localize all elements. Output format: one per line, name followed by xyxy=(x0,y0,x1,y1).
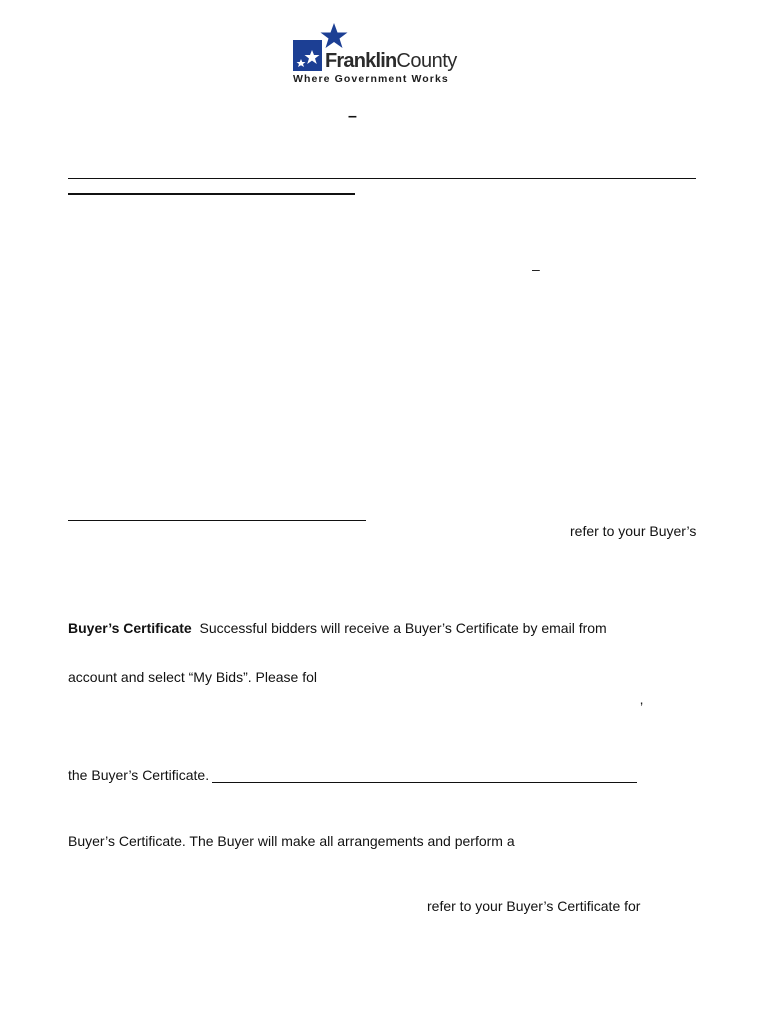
refer-buyers-text: refer to your Buyer’s xyxy=(570,523,697,539)
account-text: account and select “My Bids”. Please fol xyxy=(68,669,318,685)
comma-mark: ’ xyxy=(640,699,644,715)
subheader-rule xyxy=(68,193,355,195)
paragraph-dash: – xyxy=(532,261,540,277)
header-rule xyxy=(68,178,696,179)
signature-rule xyxy=(68,520,366,521)
franklin-county-logo xyxy=(292,22,482,90)
refer-certificate-text: refer to your Buyer’s Certificate for xyxy=(427,898,641,914)
logo-tagline: Where Government Works xyxy=(293,73,449,85)
certificate-paragraph xyxy=(68,620,607,637)
logo-wordmark: FranklinCounty xyxy=(325,50,457,72)
fill-in-rule xyxy=(212,782,637,783)
arrangements-text: Buyer’s Certificate. The Buyer will make all arrangements and perform a xyxy=(68,833,515,849)
title-dash: – xyxy=(348,108,357,125)
certificate-label: Buyer’s Certificate xyxy=(68,620,192,636)
buyers-certificate-line: the Buyer’s Certificate. xyxy=(68,767,210,783)
certificate-text: Successful bidders will receive a Buyer’s Certificate by email from xyxy=(199,620,607,636)
